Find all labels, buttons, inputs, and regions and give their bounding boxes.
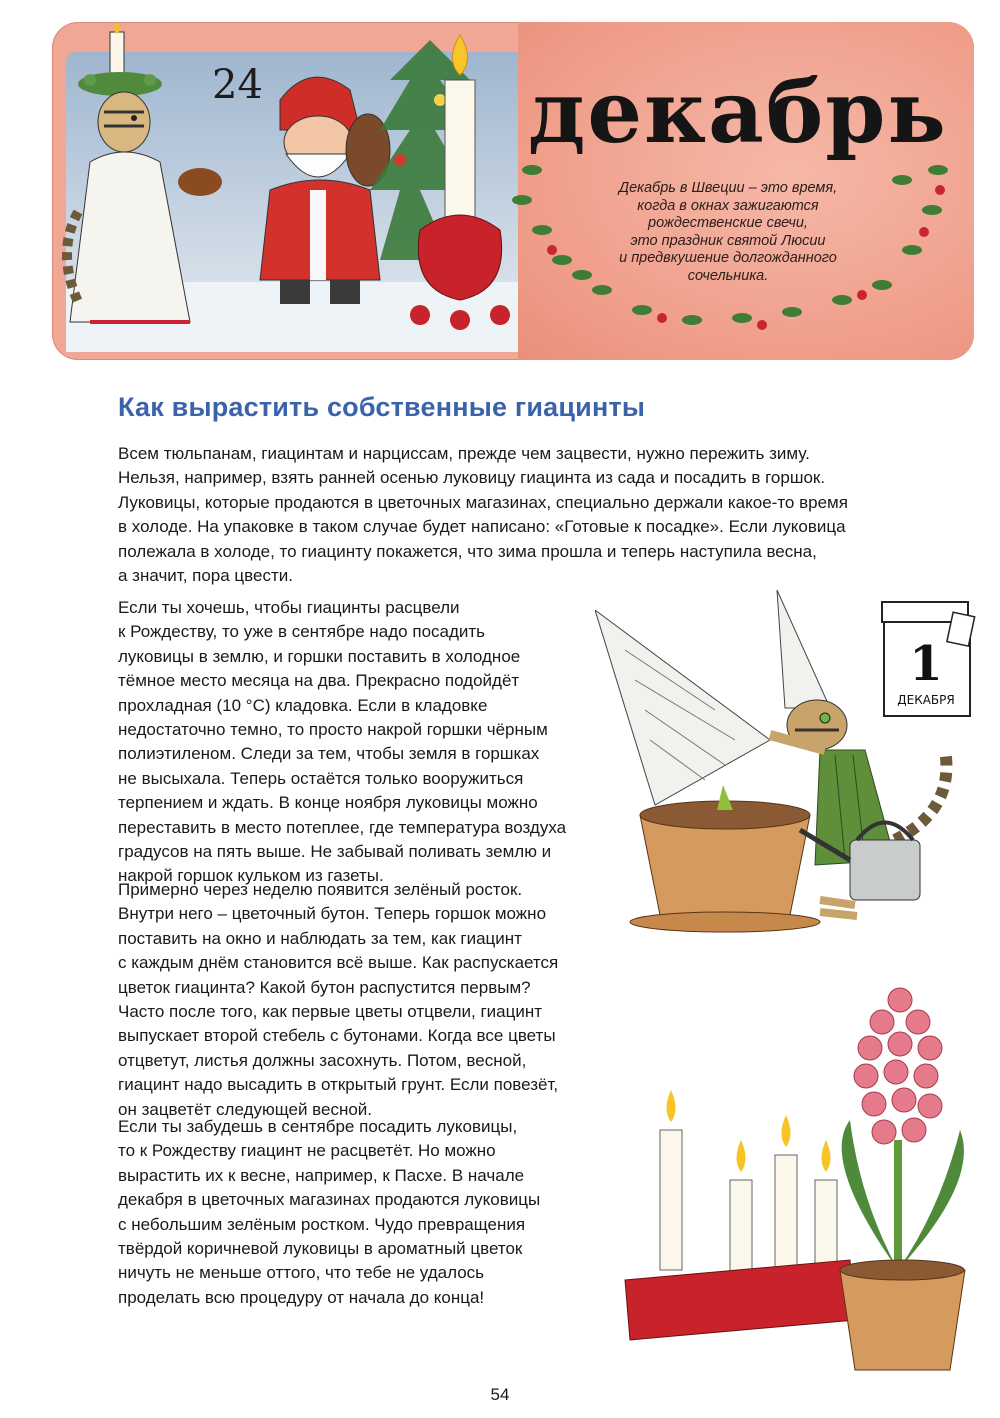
paragraph-2: Примерно через неделю появится зелёный росток. Внутри него – цветочный бутон. Теперь горшок можно поставить на окно и наблюдать за тем, как гиацинт с каждым днём становится всё выше. Как распускается цветок гиацинта? Какой бутон распустится первым? Часто после того, как первые цветы отцвели, гиацинт выпускает второй стебель с бутонами. Когда все цветы отцветут, листья должны засохнуть. Потом, весной, гиацинт надо высадить в открытый грунт. Если повезёт, он зацветёт следующей весной. [118,880,559,1119]
banner-caption-text: Декабрь в Швеции – это время, когда в окнах зажигаются рождественские свечи, это праздник святой Люсии и предвкушение долгожданного сочельника. [618,180,838,284]
tear-calendar-month: ДЕКАБРЯ [897,693,955,707]
tear-calendar-day: 1 [909,636,943,692]
page-number: 54 [490,1385,510,1404]
candles-and-hyacinth-illustration [620,960,990,1380]
tear-off-calendar-illustration [880,600,980,720]
month-title: декабрь [528,62,948,163]
intro-paragraph: Всем тюльпанам, гиацинтам и нарциссам, прежде чем зацвести, нужно пережить зиму. Нельзя, например, взять ранней осенью луковицу гиацинта из сада и посадить в горшок. Луковицы, которые продаются в цветочных магазинах, специально держали какое-то время в холоде. На упаковке в таком случае будет написано: «Готовые к посадке». Если луковица полежала в холоде, то гиацинту покажется, что зима прошла и теперь наступила весна, а значит, пора цвести. [118,444,848,586]
banner-caption [560,180,896,285]
article-heading: Как вырастить собственные гиацинты [118,392,646,422]
paragraph-3: Если ты забудешь в сентябре посадить луковицы, то к Рождеству гиацинт не расцветёт. Но можно вырастить их к весне, например, к Пасхе. В начале декабря в цветочных магазинах продаются луковицы с небольшим зелёным ростком. Чудо превращения твёрдой коричневой луковицы в ароматный цветок ничуть не меньше оттого, что тебе не удалось проделать всю процедуру от начала до конца! [118,1117,541,1307]
calendar-day-number: 24 [212,62,263,108]
paragraph-1: Если ты хочешь, чтобы гиацинты расцвели к Рождеству, то уже в сентябре надо посадить луковицы в землю, и горшки поставить в холодное тёмное место месяца на два. Прекрасно подойдёт прохладная (10 °С) кладовка. Если в кладовке недостаточно темно, то просто накрой горшки чёрным полиэтиленом. Следи за тем, чтобы земля в горшках не высыхала. Теперь остаётся только вооружиться терпением и ждать. В конце ноября луковицы можно переставить в место потеплее, где температура воздуха градусов на пять выше. Не забывай поливать землю и накрой горшок кульком из газеты. [118,598,567,886]
